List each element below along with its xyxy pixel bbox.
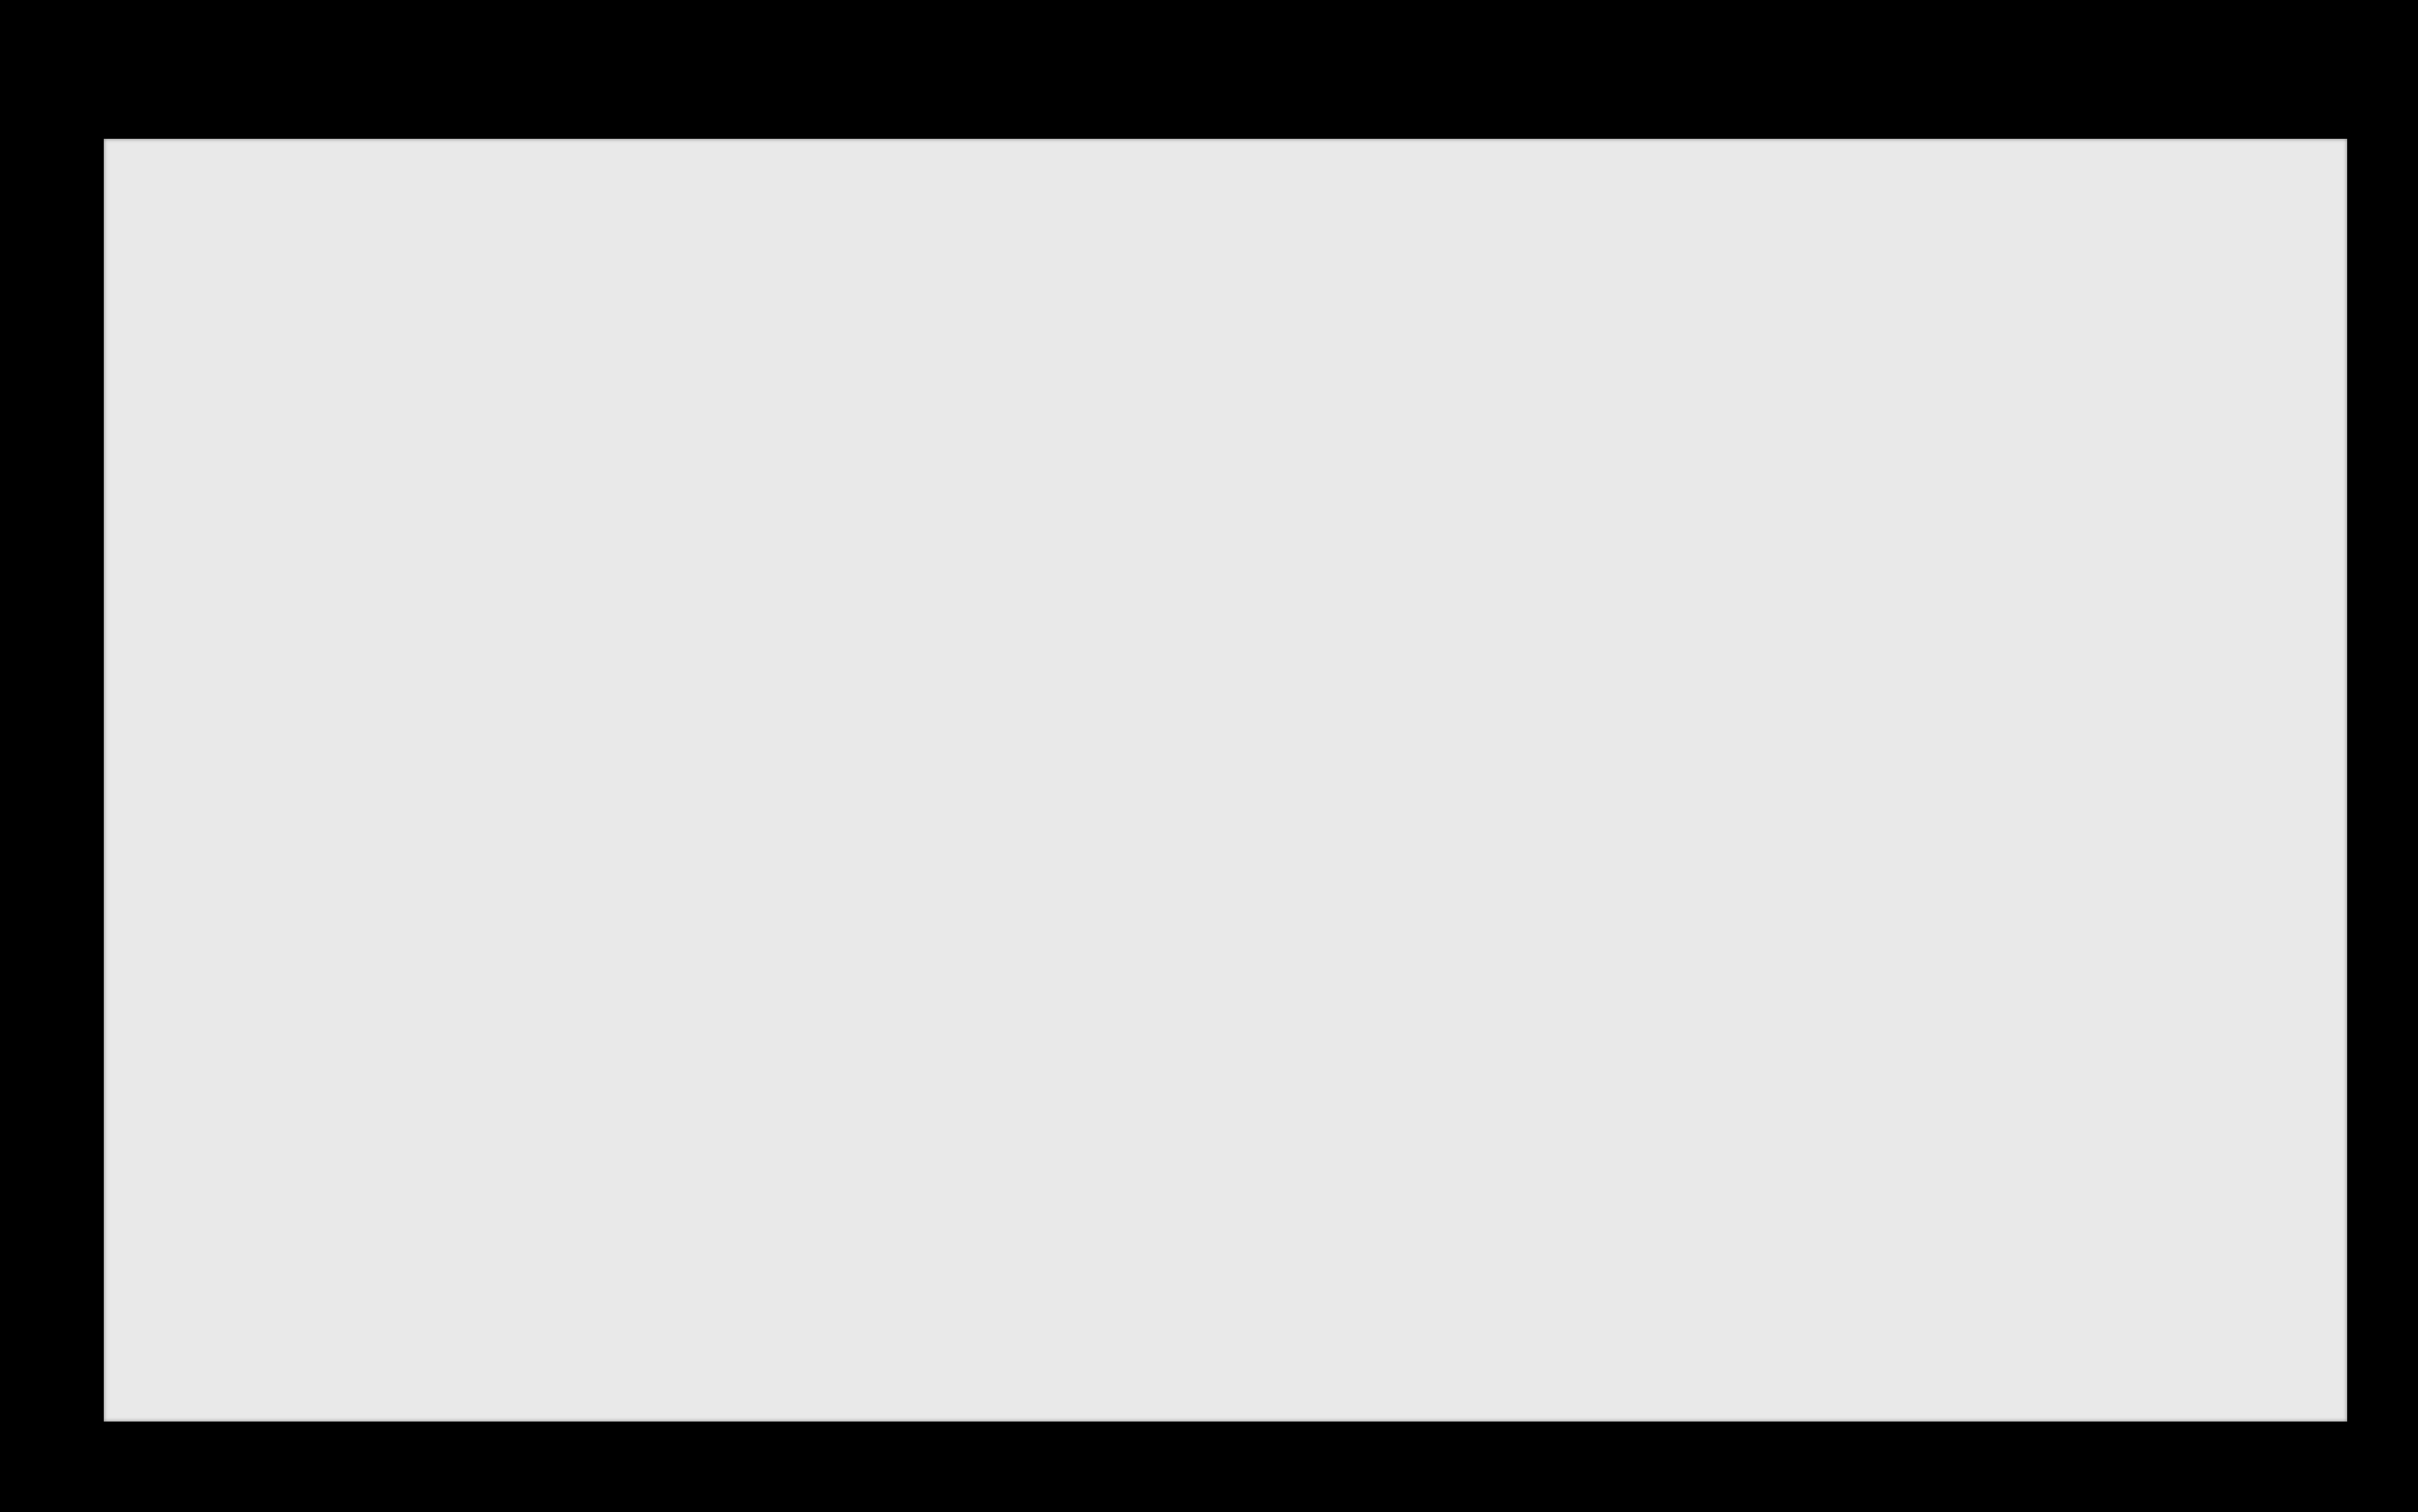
lease-section <box>104 139 2347 1422</box>
census-card <box>104 139 2347 1422</box>
